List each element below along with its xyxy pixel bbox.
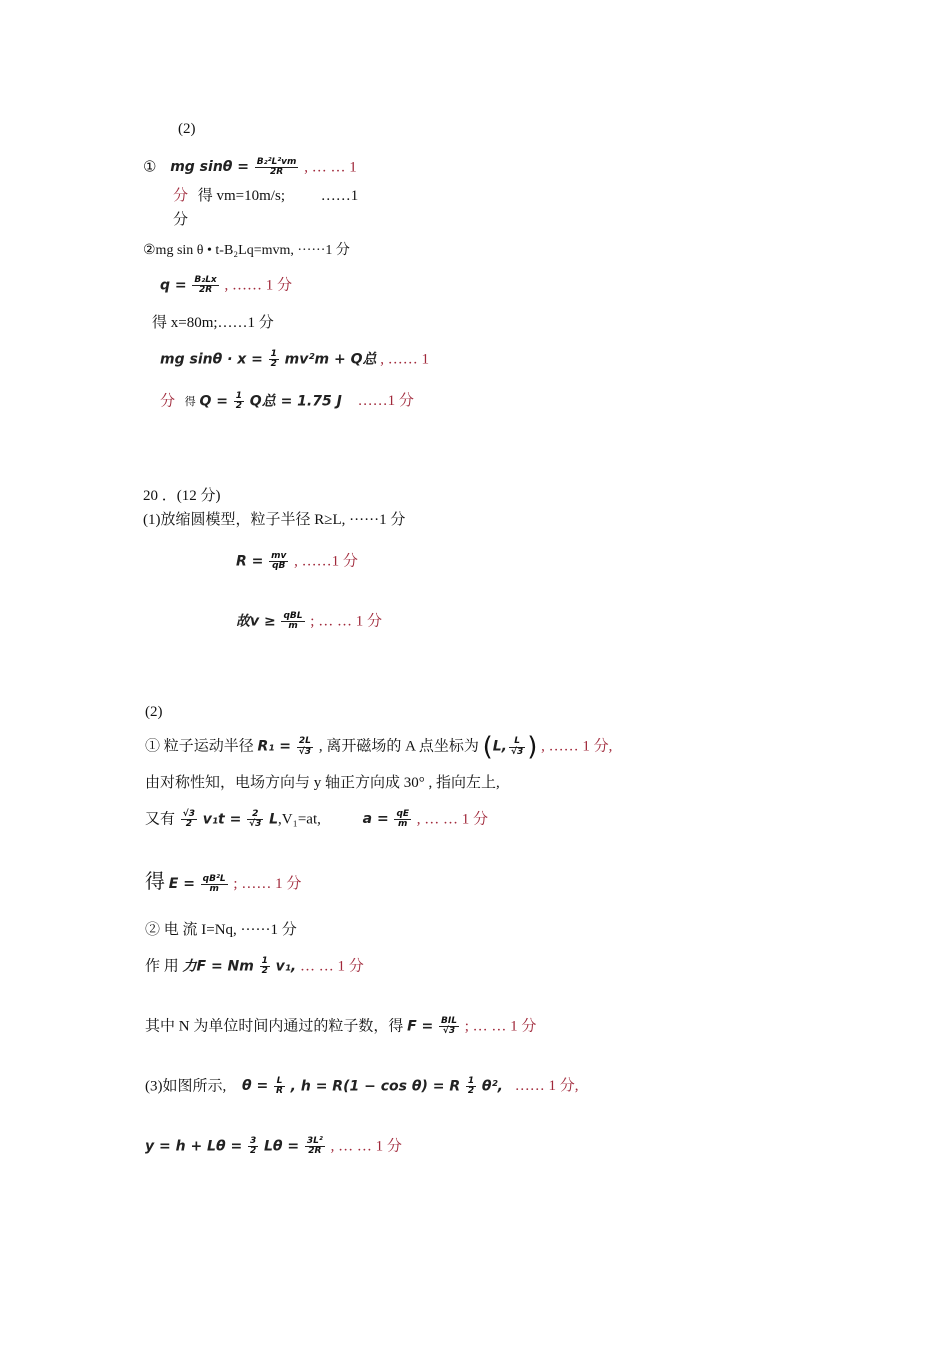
q19-line-3: 分 (173, 212, 189, 228)
formula-mg-sin: mg sinθ = (170, 159, 250, 176)
q20-radius: R = $\frac{mv}{qB}$ , ……1 分 (236, 551, 358, 572)
part2-header: (2) (178, 121, 196, 137)
q20-current: ② 电 流 I=Nq, ······1 分 (145, 922, 297, 938)
q20-y-line: y = h + Lθ = $\frac{3}{2}$ Lθ = $\frac{\text{3L²}}{2R}$ , … … 1 分 (145, 1136, 402, 1157)
q19-line-7: mg sinθ · x = $\frac{1}{2}$ mv²m + Q总 , …… 1 (160, 349, 429, 370)
fraction: $\frac{\text{B₂²L²vm}}{2R}$ (256, 157, 297, 178)
q20-title: 20 ．(12 分) (143, 488, 221, 504)
q19-line-8: 分 得 Q = $\frac{1}{2}$ Q总 = 1.75 J ……1 分 (160, 391, 414, 412)
q19-line-6: 得 x=80m;……1 分 (152, 315, 274, 331)
q19-line-5: q = $\frac{\text{B₂Lx}}{2R}$ , …… 1 分 (160, 275, 292, 296)
q20-r1-line: ① 粒子运动半径 R₁ = $\frac{2L}{√3}$ , 离开磁场的 A 点坐标为 (L, $\frac{L}{√3}$ ) , …… 1 分, (145, 732, 613, 762)
score: , … … 1 (304, 159, 357, 176)
q20-symmetry: 由对称性知，电场方向与 y 轴正方向成 30° , 指向左上, (145, 775, 500, 791)
q20-n-line: 其中 N 为单位时间内通过的粒子数，得 F = $\frac{\text{BIL}}{√3}$ ; … … 1 分 (145, 1016, 537, 1037)
circle-one: ① (143, 159, 157, 176)
q20-part1: (1)放缩圆模型，粒子半径 R≥L, ······1 分 (143, 512, 406, 528)
q20-electric: 得 E = $\frac{\text{qB²L}}{m}$ ; …… 1 分 (145, 871, 302, 895)
q20-force: 作 用 力F = Nm $\frac{1}{2}$ v₁, … … 1 分 (145, 956, 364, 977)
q20-part3: (3)如图所示, θ = $\frac{L}{R}$ , h = R(1 − cos θ) = R $\frac{1}{2}$ θ², …… 1 分, (145, 1076, 579, 1097)
q19-line-2: 分 得 vm=10m/s; ……1 (173, 188, 359, 204)
q20-velocity: 故v ≥ $\frac{\text{qBL}}{m}$ ; … … 1 分 (236, 611, 382, 632)
q19-line-4: ②mg sin θ • t-B₂Lq=mvm, ······1 分 (143, 243, 350, 258)
q20-part2-header: (2) (145, 704, 163, 720)
q20-again: 又有 $\frac{√3}{2}$ v₁t = $\frac{2}{√3}$ L,V₁=at, a = $\frac{qE}{m}$ , … … 1 分 (145, 809, 489, 830)
q19-line-1 (143, 158, 357, 178)
